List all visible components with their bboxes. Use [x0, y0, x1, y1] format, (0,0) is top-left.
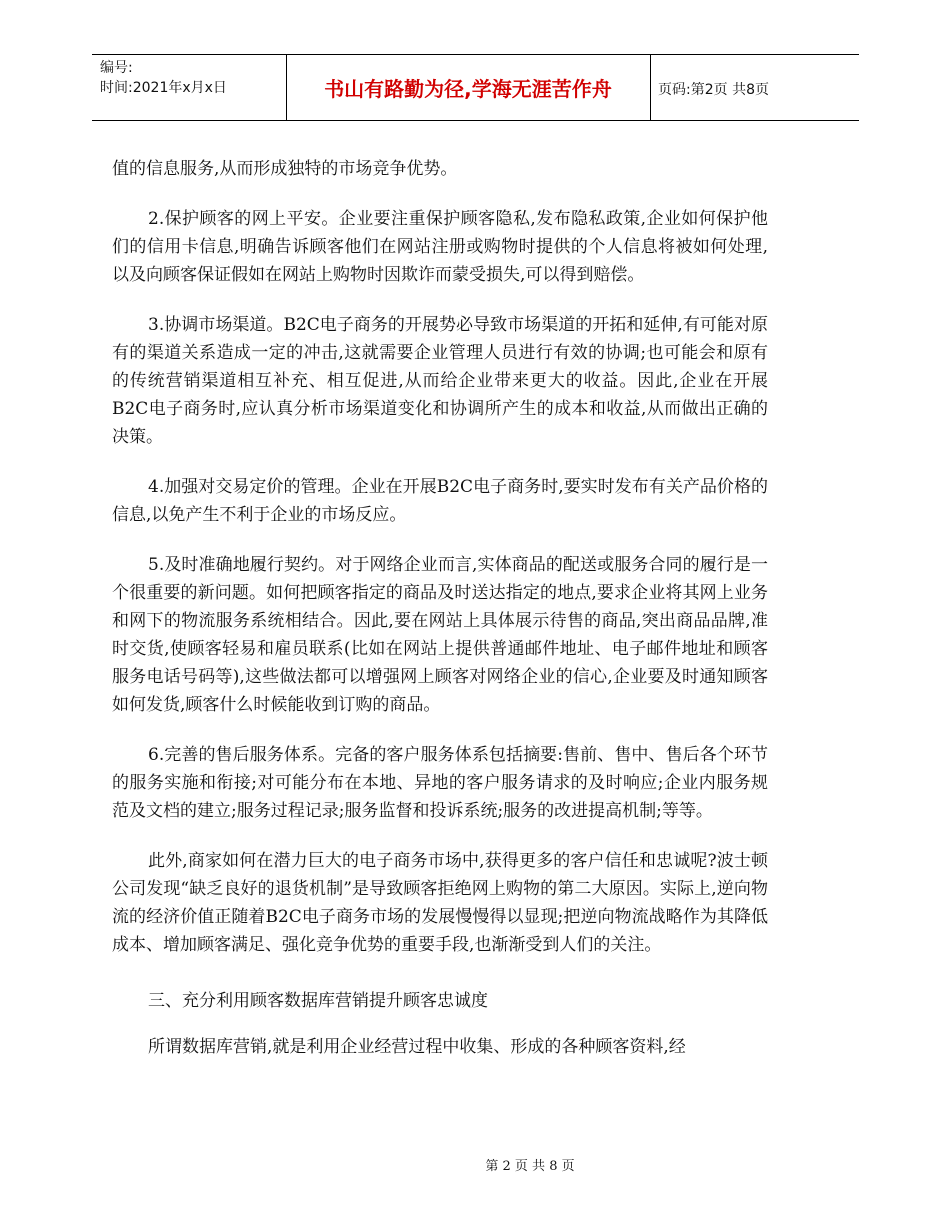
paragraph-additional: 此外,商家如何在潜力巨大的电子商务市场中,获得更多的客户信任和忠诚呢?波士顿公司发现“缺乏良好的退货机制”是导致顾客拒绝网上购物的第二大原因。实际上,逆向物流的经济价值正随着B2C电子商务市场的发展慢慢得以显现;把逆向物流战略作为其降低成本、增加顾客满足、强化竞争优势的重要手段,也渐渐受到人们的关注。	[112, 851, 768, 955]
paragraph-item-5: 5.及时准确地履行契约。对于网络企业而言,实体商品的配送或服务合同的履行是一个很重要的新问题。如何把顾客指定的商品及时送达指定的地点,要求企业将其网上业务和网下的物流服务系统相结合。因此,要在网站上具体展示待售的商品,突出商品品牌,准时交货,使顾客轻易和雇员联系(比如在网站上提供普通邮件地址、电子邮件地址和顾客服务电话号码等),这些做法都可以增强网上顾客对网络企业的信心,企业要及时通知顾客如何发货,顾客什么时候能收到订购的商品。	[112, 555, 768, 715]
header-top-rule	[92, 54, 859, 55]
header-bottom-rule	[92, 120, 859, 121]
code-label: 编号:	[100, 60, 133, 76]
footer-page-number: 第 2 页 共 8 页	[485, 1159, 575, 1174]
header-meta	[100, 58, 227, 98]
paragraph-closing: 所谓数据库营销,就是利用企业经营过程中收集、形成的各种顾客资料,经	[148, 1037, 686, 1057]
section-heading: 三、充分利用顾客数据库营销提升顾客忠诚度	[148, 991, 488, 1011]
paragraph-item-2: 2.保护顾客的网上平安。企业要注重保护顾客隐私,发布隐私政策,企业如何保护他们的信用卡信息,明确告诉顾客他们在网站注册或购物时提供的个人信息将被如何处理,以及向顾客保证假如在网站上购物时因欺诈而蒙受损失,可以得到赔偿。	[112, 209, 768, 285]
paragraph-continuation: 值的信息服务,从而形成独特的市场竞争优势。	[112, 159, 458, 179]
document-body	[112, 155, 768, 1083]
header-divider-right	[650, 54, 651, 120]
header-motto: 书山有路勤为径,学海无涯苦作舟	[324, 77, 612, 101]
paragraph-item-4: 4.加强对交易定价的管理。企业在开展B2C电子商务时,要实时发布有关产品价格的信息,以免产生不利于企业的市场反应。	[112, 477, 768, 525]
time-label: 时间:2021年x月x日	[100, 80, 227, 96]
paragraph-item-6: 6.完善的售后服务体系。完备的客户服务体系包括摘要:售前、售中、售后各个环节的服务实施和衔接;对可能分布在本地、异地的客户服务请求的及时响应;企业内服务规范及文档的建立;服务过程记录;服务监督和投诉系统;服务的改进提高机制;等等。	[112, 745, 768, 821]
header-page-info: 页码:第2页 共8页	[658, 82, 769, 98]
paragraph-item-3: 3.协调市场渠道。B2C电子商务的开展势必导致市场渠道的开拓和延伸,有可能对原有的渠道关系造成一定的冲击,这就需要企业管理人员进行有效的协调;也可能会和原有的传统营销渠道相互补充、相互促进,从而给企业带来更大的收益。因此,企业在开展B2C电子商务时,应认真分析市场渠道变化和协调所产生的成本和收益,从而做出正确的决策。	[112, 315, 768, 447]
